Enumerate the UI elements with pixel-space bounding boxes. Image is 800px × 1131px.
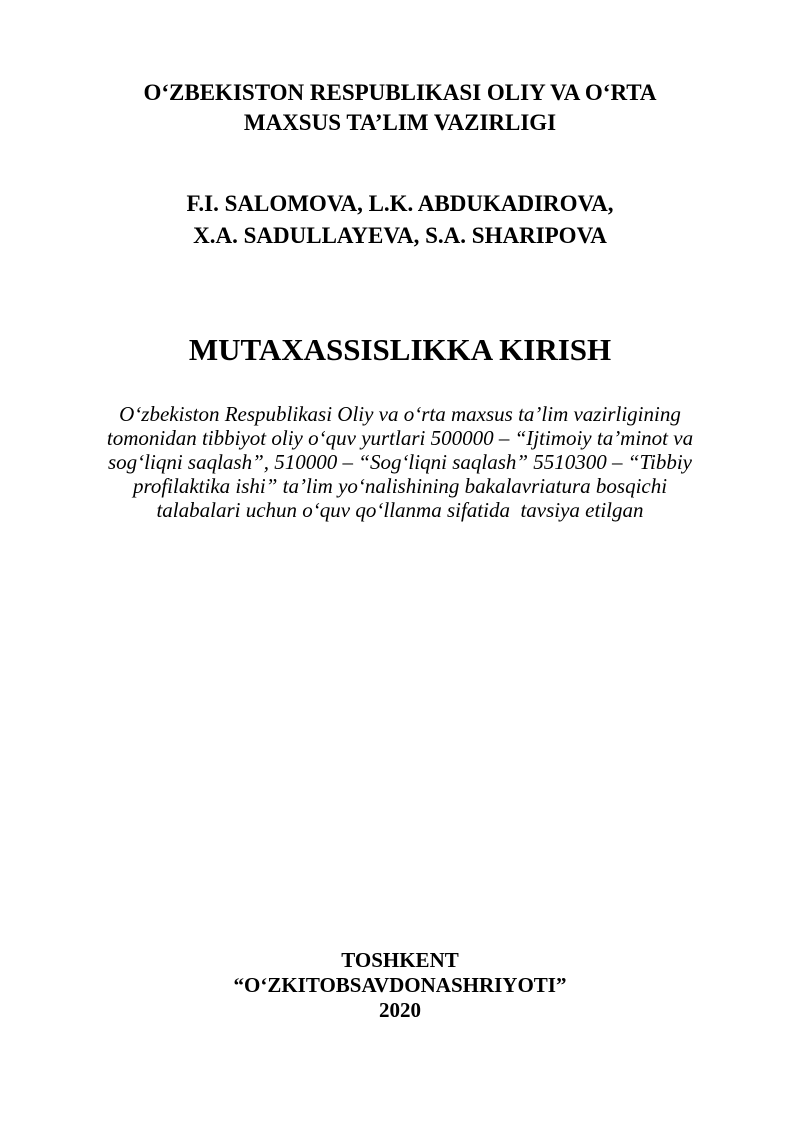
ministry-line-1: O‘ZBEKISTON RESPUBLIKASI OLIY VA O‘RTA (143, 80, 657, 105)
description-line-5: talabalari uchun o‘quv qo‘llanma sifatida tavsiya etilgan (156, 498, 644, 522)
ministry-line-2: MAXSUS TA’LIM VAZIRLIGI (243, 110, 557, 135)
ministry-heading (0, 78, 800, 138)
book-title: MUTAXASSISLIKKA KIRISH (188, 332, 612, 367)
description-line-2: tomonidan tibbiyot oliy o‘quv yurtlari 500000 – “Ijtimoiy ta’minot va (106, 426, 694, 450)
imprint-year: 2020 (379, 998, 421, 1022)
description-line-3: sog‘liqni saqlash”, 510000 – “Sog‘liqni saqlash” 5510300 – “Tibbiy (107, 450, 692, 474)
imprint-publisher: “O‘ZKITOBSAVDONASHRIYOTI” (233, 973, 567, 997)
description-line-1: O‘zbekiston Respublikasi Oliy va o‘rta maxsus ta’lim vazirligining (119, 402, 681, 426)
authors-line-2: X.A. SADULLAYEVA, S.A. SHARIPOVA (193, 223, 607, 248)
imprint (0, 948, 800, 1023)
description-line-4: profilaktika ishi” ta’lim yo‘nalishining bakalavriatura bosqichi (132, 474, 668, 498)
imprint-city: TOSHKENT (341, 948, 459, 972)
authors (0, 188, 800, 252)
authors-line-1: F.I. SALOMOVA, L.K. ABDUKADIROVA, (186, 191, 614, 216)
approval-description (0, 402, 800, 522)
